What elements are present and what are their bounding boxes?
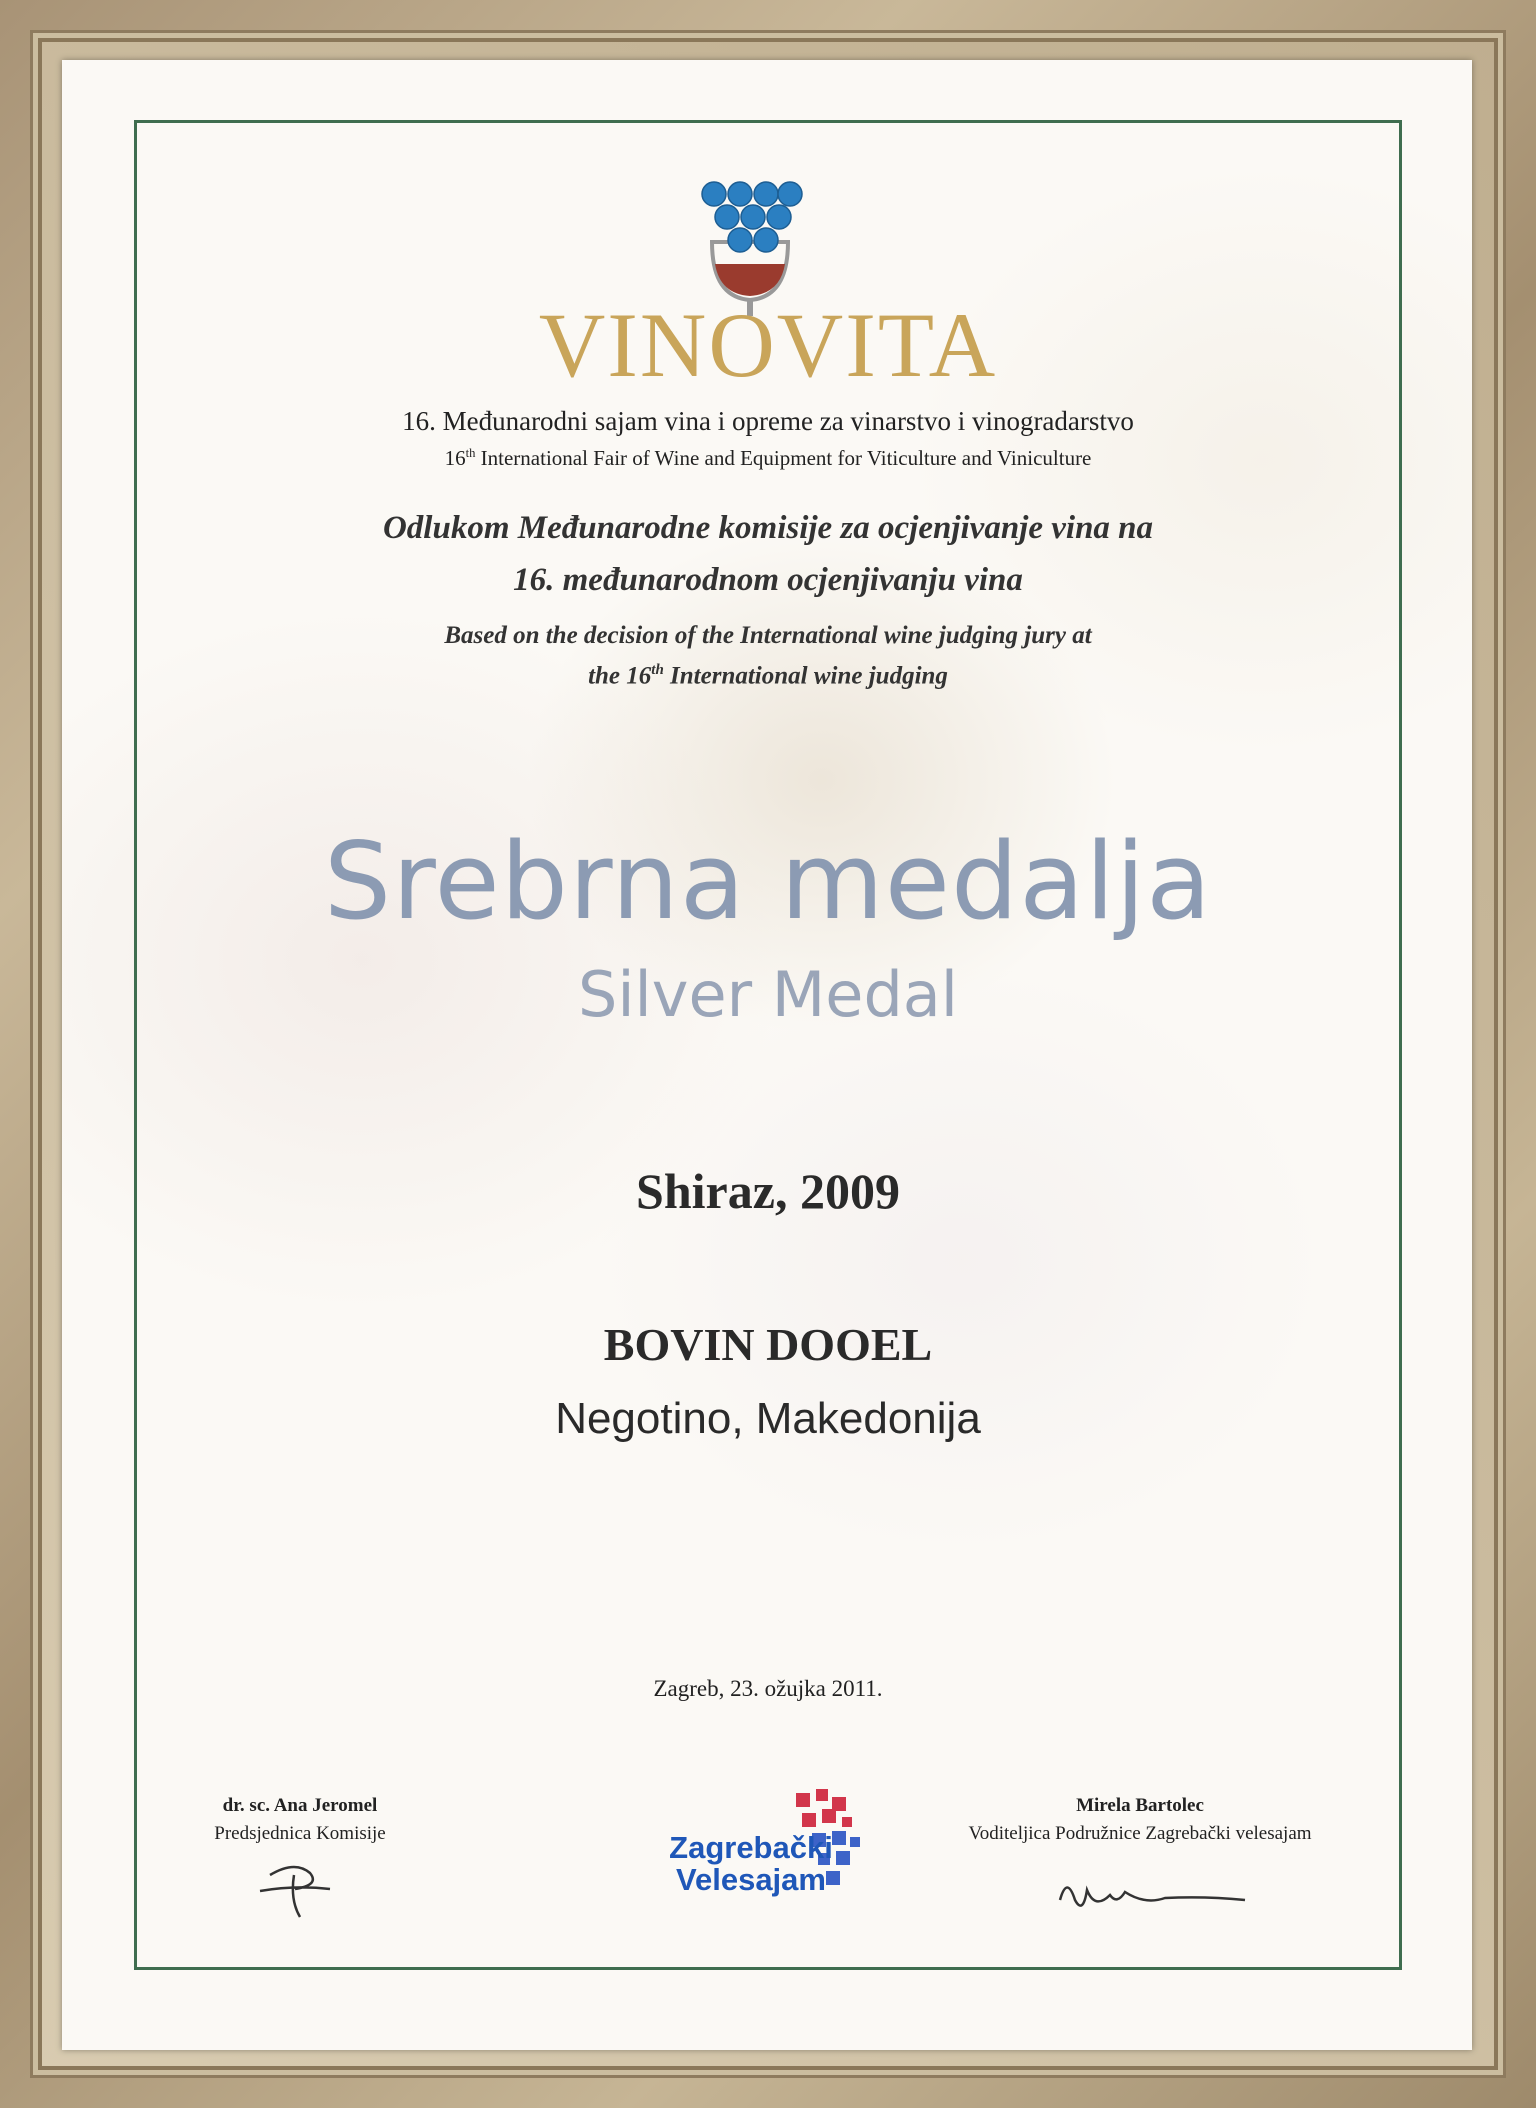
signatory-left-name: dr. sc. Ana Jeromel [222,1795,378,1816]
medal-title-hr: Srebrna medalja [323,820,1213,943]
event-title-hr: 16. Međunarodni sajam vina i opreme za vinarstvo i vinogradarstvo [402,406,1134,436]
signatory-right [930,1795,1350,1845]
organizer-logo-line2: Velesajam [676,1862,826,1897]
signature-right-icon [1055,1870,1255,1920]
signatory-left-role: Predsjednica Komisije [214,1823,386,1844]
signatory-right-role: Voditeljica Podružnice Zagrebački velesajam [968,1823,1312,1844]
issue-date: Zagreb, 23. ožujka 2011. [653,1676,883,1701]
organizer-logo-text [636,1832,866,1896]
medal-title-en: Silver Medal [577,958,959,1031]
decision-hr-line1: Odlukom Međunarodne komisije za ocjenjivanje vina na [382,510,1154,546]
brand-title: VINOVITA [538,294,998,396]
decision-en-line2: the 16th International wine judging [588,662,948,690]
decision-hr-line2: 16. međunarodnom ocjenjivanju vina [513,562,1023,598]
decision-en-line1: Based on the decision of the International wine judging jury at [444,622,1092,649]
producer-location: Negotino, Makedonija [555,1394,981,1443]
signatory-right-name: Mirela Bartolec [1076,1795,1204,1816]
wine-name: Shiraz, 2009 [636,1163,900,1219]
producer-name: BOVIN DOOEL [603,1319,933,1370]
signatory-left [170,1795,430,1845]
event-title-en: 16th International Fair of Wine and Equipment for Viticulture and Viniculture [444,446,1092,470]
organizer-logo-line1: Zagrebački [669,1830,833,1865]
signature-left-icon [250,1855,340,1925]
